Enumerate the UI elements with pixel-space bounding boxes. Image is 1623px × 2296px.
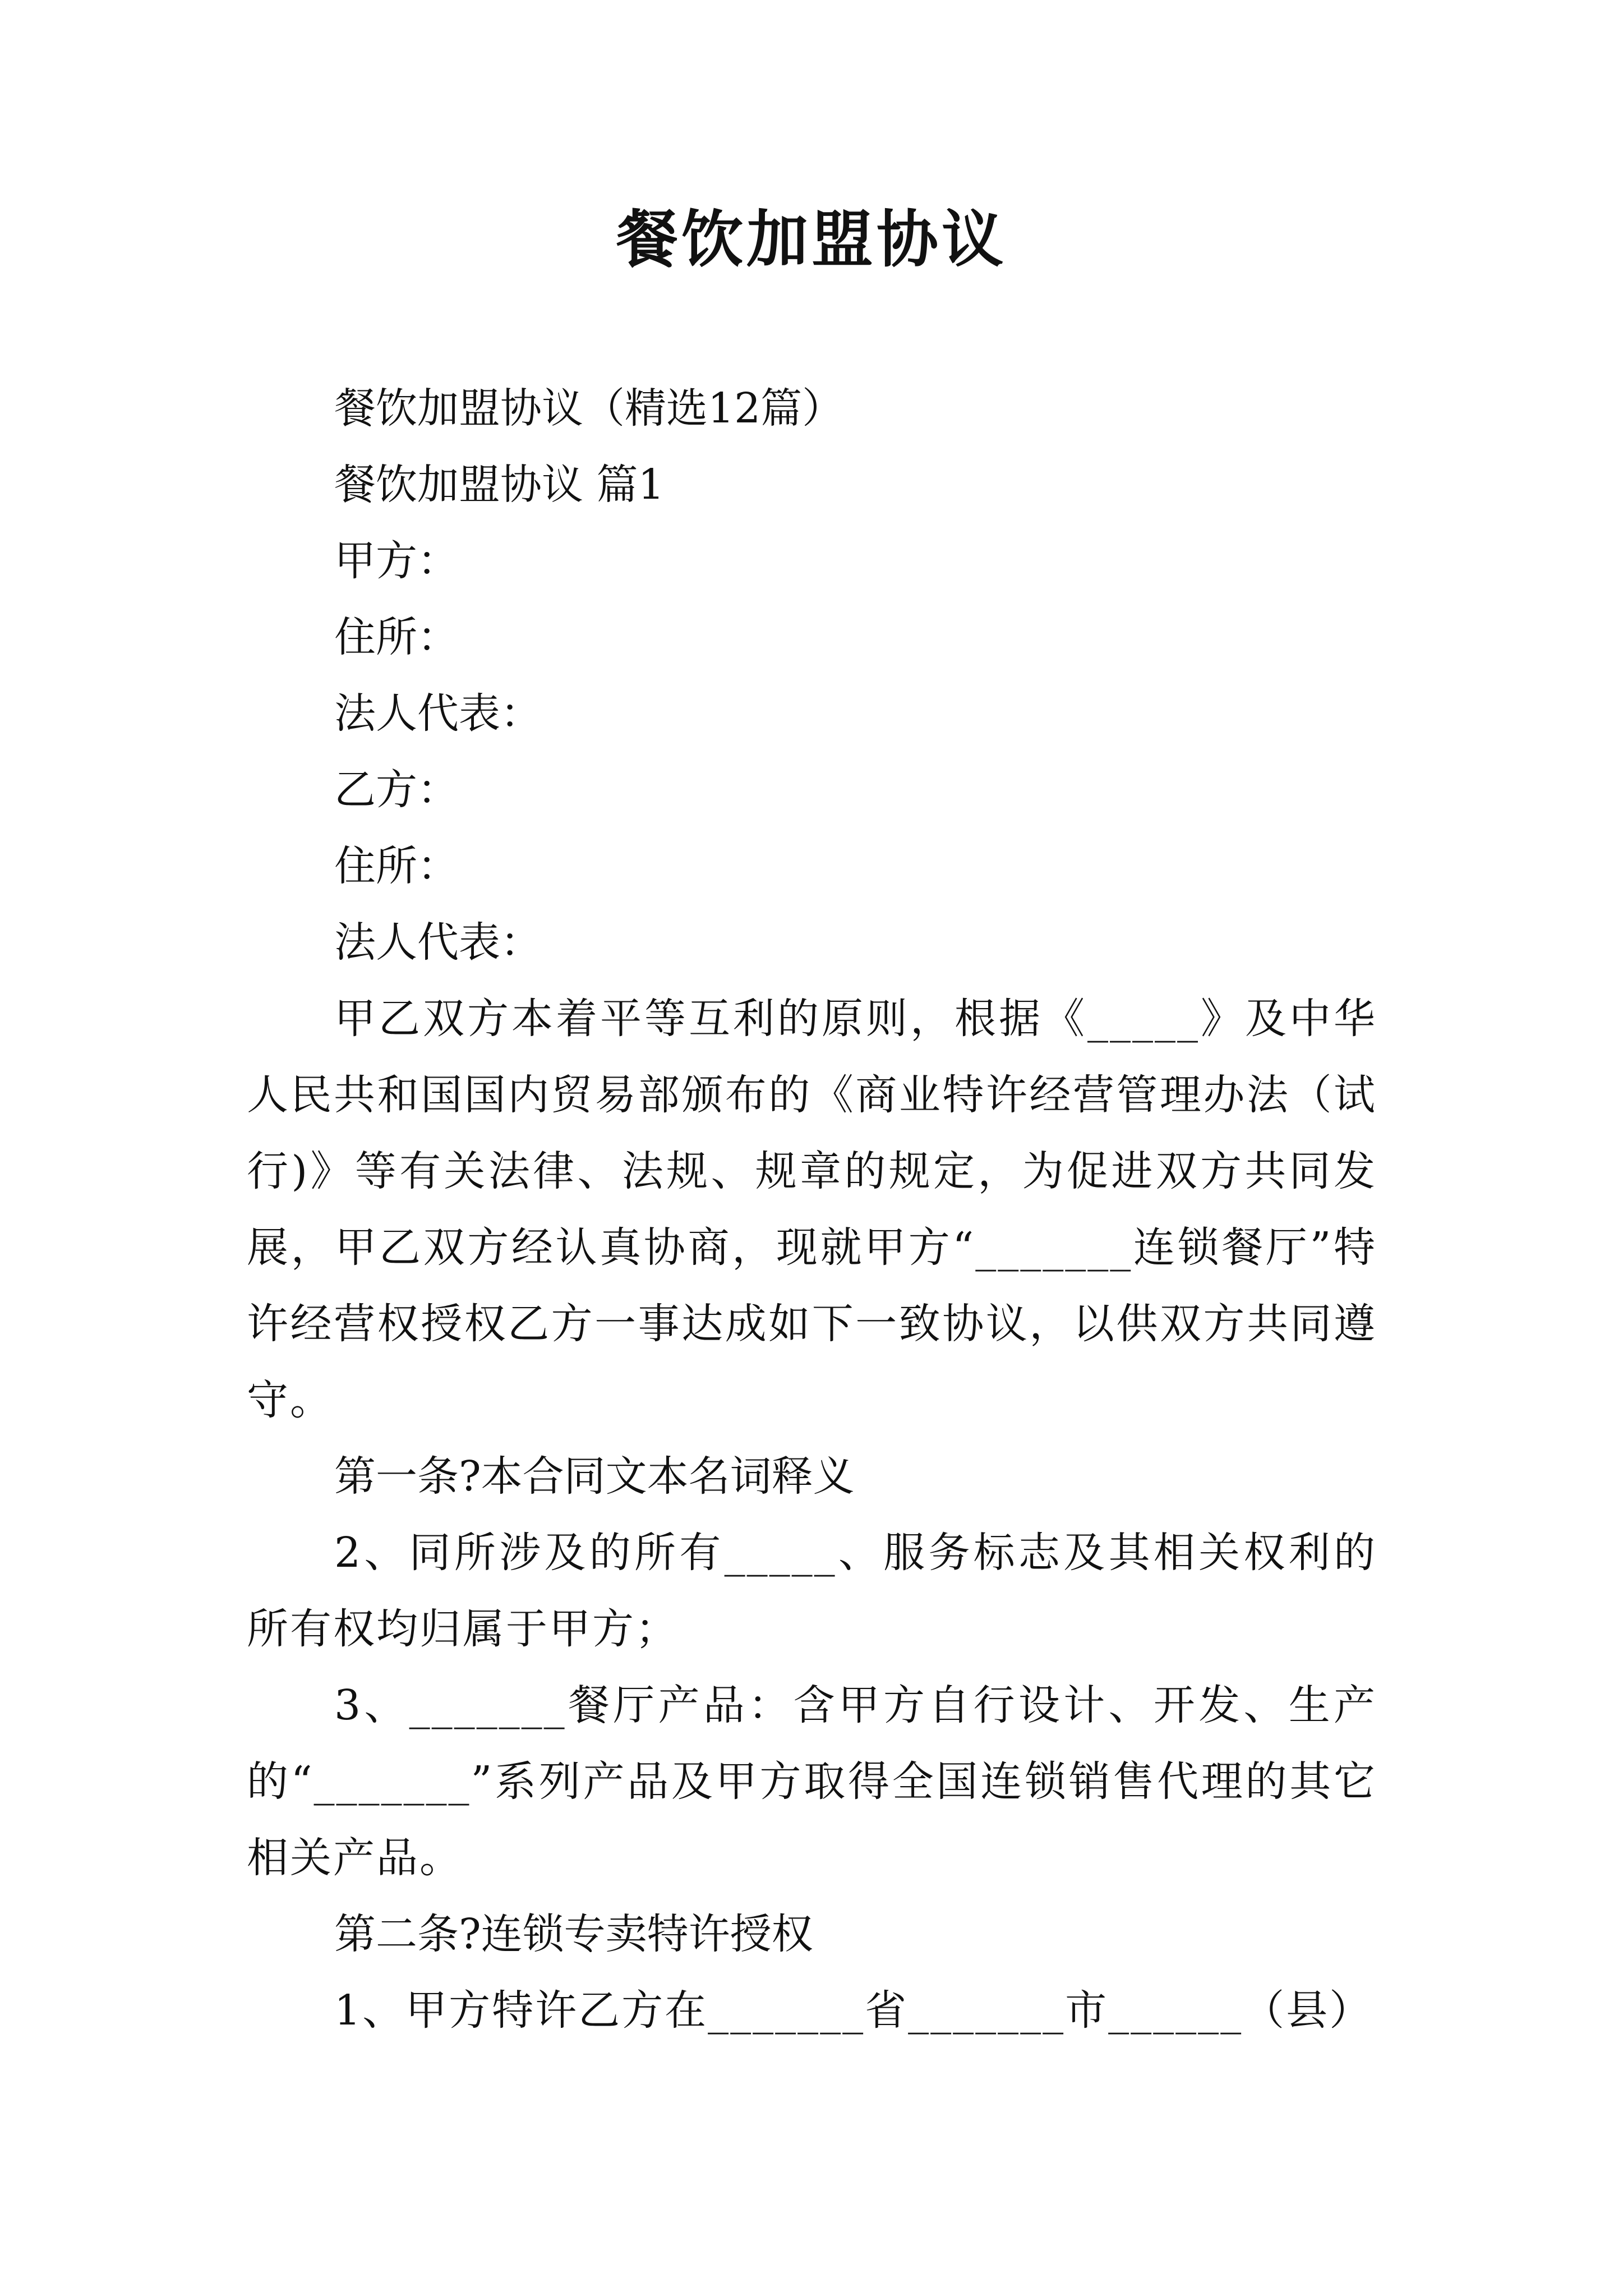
intro-paragraph: 甲乙双方本着平等互利的原则，根据《_____》及中华人民共和国国内贸易部颁布的《商业特许经营管理办法（试行)》等有关法律、法规、规章的规定，为促进双方共同发展，甲乙双方经认真协商，现就甲方“_______连锁餐厅”特许经营权授权乙方一事达成如下一致协议，以供双方共同遵守。 [247, 995, 1377, 1424]
document-body [247, 370, 1377, 2049]
article2-heading: 第二条?连锁专卖特许授权 [334, 1910, 813, 1958]
article2-item1: 1、甲方特许乙方在_______省_______市______（县） [334, 1986, 1373, 2035]
party-b-rep-label: 法人代表： [334, 918, 542, 967]
article1-heading: 第一条?本合同文本名词释义 [334, 1452, 855, 1501]
section-heading: 餐饮加盟协议 篇1 [334, 461, 665, 509]
party-b-address-label: 住所： [334, 842, 459, 890]
party-a-rep-label: 法人代表： [334, 689, 542, 738]
subtitle: 餐饮加盟协议（精选12篇） [334, 384, 844, 432]
article1-item3: 3、_______餐厅产品：含甲方自行设计、开发、生产的“_______”系列产品及甲方取得全国连锁销售代理的其它相关产品。 [247, 1681, 1377, 1882]
party-a-label: 甲方： [334, 537, 459, 585]
party-a-address-label: 住所： [334, 613, 459, 661]
party-b-label: 乙方： [334, 766, 459, 814]
article1-item2: 2、同所涉及的所有_____、服务标志及其相关权利的所有权均归属于甲方； [247, 1529, 1377, 1653]
document-title: 餐饮加盟协议 [616, 203, 1007, 275]
